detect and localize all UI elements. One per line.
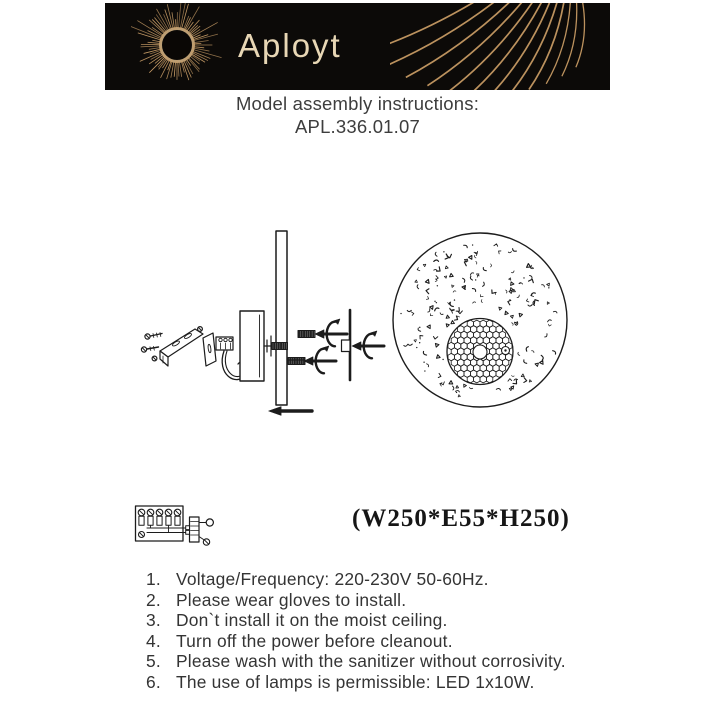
lamp-disc xyxy=(393,233,567,407)
instruction-item xyxy=(146,631,616,652)
instruction-item xyxy=(146,610,616,631)
brand-banner xyxy=(105,3,610,90)
insert-direction-arrow xyxy=(269,407,313,416)
item-text: Voltage/Frequency: 220-230V 50-60Hz. xyxy=(176,569,489,589)
driver-box xyxy=(240,311,264,381)
page-title: Model assembly instructions: xyxy=(235,93,480,114)
backplate xyxy=(342,310,385,380)
instruction-item xyxy=(146,569,616,590)
wall-panel xyxy=(276,231,287,405)
item-number: 5. xyxy=(146,651,161,672)
gold-rays-icon xyxy=(390,3,610,90)
item-number: 6. xyxy=(146,671,161,692)
instruction-item xyxy=(146,651,616,672)
item-text: The use of lamps is permissible: LED 1x10W. xyxy=(176,671,535,692)
instruction-list xyxy=(146,569,616,693)
item-number: 4. xyxy=(146,630,161,651)
fixing-screw-bottom xyxy=(288,346,336,373)
instruction-item xyxy=(146,672,616,693)
dimensions-label: (W250*E55*H250) xyxy=(352,505,570,532)
title-block xyxy=(105,93,610,138)
item-number: 1. xyxy=(146,569,161,589)
item-text: Turn off the power before cleanout. xyxy=(176,630,453,651)
fixing-screw-top xyxy=(298,319,347,346)
sunburst-icon xyxy=(131,3,223,90)
instruction-item xyxy=(146,590,616,611)
item-text: Please wear gloves to install. xyxy=(176,589,407,610)
item-number: 3. xyxy=(146,610,161,631)
terminal-block-wiring xyxy=(136,506,214,545)
item-text: Don`t install it on the moist ceiling. xyxy=(176,610,448,631)
wall-bracket xyxy=(160,329,203,366)
brand-name: Aployt xyxy=(238,27,342,64)
model-number: APL.336.01.07 xyxy=(294,115,420,137)
item-text: Please wash with the sanitizer without corrosivity. xyxy=(176,651,566,672)
mounting-screws xyxy=(141,333,162,361)
item-number: 2. xyxy=(146,589,161,610)
honeycomb-diffuser xyxy=(447,319,513,385)
